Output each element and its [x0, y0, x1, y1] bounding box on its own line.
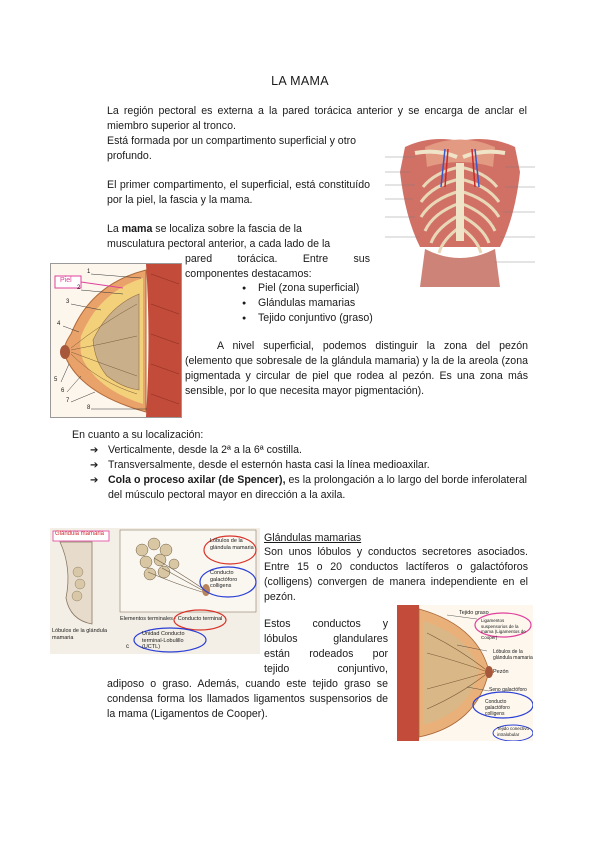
mama-line-4: componentes destacamos: [185, 268, 312, 280]
figure-number: 2 [77, 285, 81, 291]
glandulas-heading: Glándulas mamarias [264, 532, 362, 544]
localizacion-list [90, 443, 527, 503]
intro-paragraph-2: Está formada por un compartimento superficial y otro profundo. [107, 135, 357, 162]
nivel-superficial-paragraph: A nivel superficial, podemos distinguir la zona del pezón (elemento que sobresale de la glándula mamaria) y la de la areola (zona pigmentada y circular de piel que rodea al pezón. Es una zona más sensible, por lo que necesita mayor pigmentación). [185, 340, 528, 397]
mammary-gland-figure [50, 528, 260, 654]
gland-label-conducto: Conducto galactóforo colligens [210, 570, 238, 589]
gland-label-unidad: Unidad Conducto terminal-Lobulillo (UCTL) [142, 631, 185, 650]
figure-number: 6 [61, 388, 65, 394]
list-item: ➔ Verticalmente, desde la 2ª a la 6ª costilla. [90, 443, 527, 458]
glandulas-line-d: tejido conjuntivo, [264, 663, 388, 675]
list-item: ● Glándulas mamarias [240, 296, 380, 311]
figure-number: 3 [66, 299, 70, 305]
breast-section-figure [50, 263, 182, 418]
mama-line-2: musculatura pectoral anterior, a cada lado de la [107, 238, 331, 250]
breast-cooper-figure [397, 605, 533, 741]
cooper-label: Lóbulos de la glándula mamaria [493, 649, 533, 661]
list-item: ➔ Transversalmente, desde el esternón hasta casi la línea medioaxilar. [90, 458, 527, 473]
intro-paragraph-1: La región pectoral es externa a la pared torácica anterior y se encarga de anclar el miembro superior al tronco. [107, 105, 527, 132]
glandulas-line-b: lóbulos glandulares [264, 633, 388, 645]
glandulas-paragraph-2-rest: adiposo o graso. Además, cuando este tejido graso se condensa forma los llamados ligamentos suspensorios de la mama (Ligamentos de Cooper). [107, 678, 388, 720]
gland-title-tag: Glándula mamaria [55, 531, 105, 537]
cooper-label: Seno galactóforo [489, 687, 527, 693]
list-item: ● Piel (zona superficial) [240, 281, 380, 296]
cooper-label: Ligamentos suspensorios de la mama (Ligamentos de Cooper) [481, 618, 526, 640]
figure-number: 7 [66, 398, 70, 404]
list-item: ● Tejido conjuntivo (graso) [240, 311, 380, 326]
figure-number: 8 [87, 405, 91, 411]
glandulas-line-a: Estos conductos y [264, 618, 388, 630]
thorax-anatomy-figure [385, 127, 535, 287]
cooper-label: Tejido conectivo intralobular [497, 726, 530, 737]
figure-number: 5 [54, 377, 58, 383]
thorax-anatomy-illustration [385, 127, 535, 287]
glandulas-paragraph-1: Son unos lóbulos y conductos secretores asociados. Entre 15 o 20 conductos lactíferos o galactóforos (colligens) convergen de manera independiente en el pezón. [264, 546, 528, 603]
cooper-label: Pezón [493, 669, 509, 675]
mama-line-3: pared torácica. Entre sus [185, 253, 370, 265]
list-item: ➔ Cola o proceso axilar (de Spencer), es la prolongación a lo largo del borde inferolateral del músculo pectoral mayor en dirección a la axila. [90, 473, 527, 503]
cooper-label: Tejido graso [459, 610, 489, 616]
localizacion-heading: En cuanto a su localización: [72, 429, 204, 441]
figure-number: 4 [57, 321, 61, 327]
mama-paragraph [107, 222, 370, 252]
gland-mark-c: c [126, 644, 129, 650]
gland-label-elementos: Elementos terminales · Conducto terminal [120, 616, 223, 622]
page-title: LA MAMA [271, 74, 329, 88]
intro-paragraph-3: El primer compartimento, el superficial, está constituído por la piel, la fascia y la mama. [107, 179, 370, 206]
glandulas-paragraph-2-narrow [264, 617, 388, 677]
components-list [240, 281, 380, 326]
glandulas-line-c: están rodeados por [264, 648, 388, 660]
skin-tag: Piel [60, 277, 72, 284]
breast-section-illustration [51, 264, 181, 417]
gland-label-top: Lóbulos de la glándula mamaria [210, 538, 254, 551]
figure-number: 1 [87, 269, 91, 275]
mama-line-1-text: La mama se localiza sobre la fascia de la [107, 223, 302, 235]
cooper-label: Conducto galactóforo colligens [485, 699, 510, 717]
mama-line-1 [107, 222, 370, 237]
gland-label-lobulos: Lóbulos de la glándula mamaria [52, 628, 108, 641]
